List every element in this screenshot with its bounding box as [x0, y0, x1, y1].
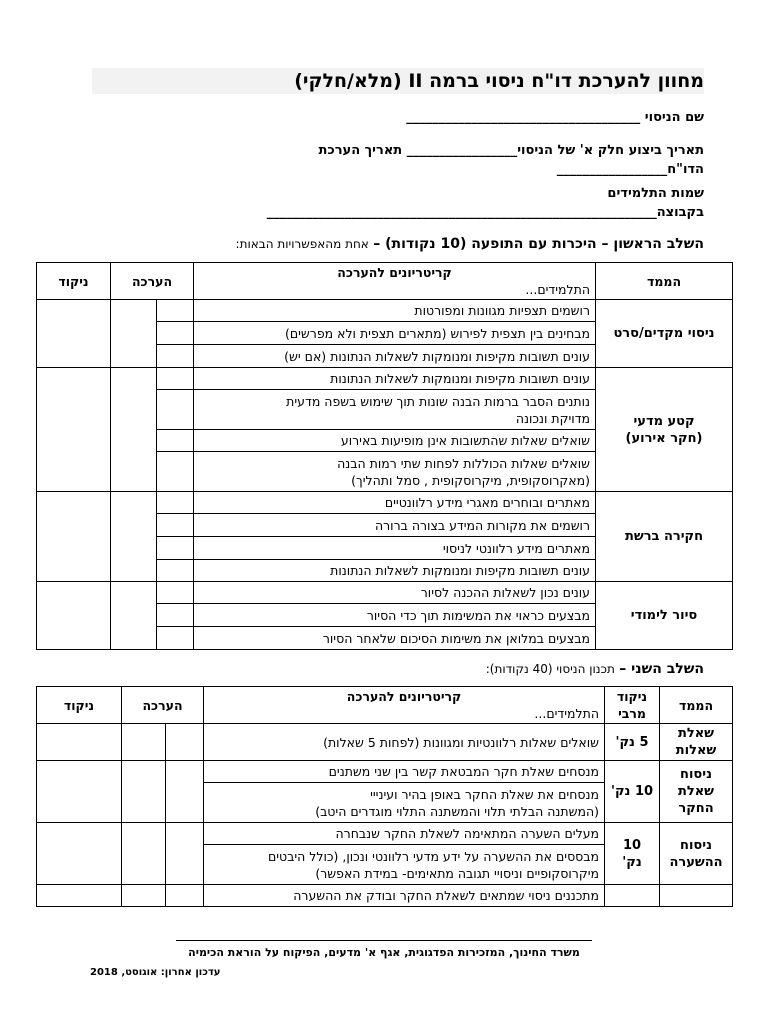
criterion-cell: מבצעים במלואן את משימות הסיכום שלאחר הסיור — [194, 627, 596, 650]
table-row — [37, 492, 733, 514]
assessment-cell[interactable] — [157, 322, 194, 345]
header-max-score: ניקוד מרבי — [605, 687, 660, 724]
table-row — [37, 724, 733, 761]
assessment-cell[interactable] — [157, 537, 194, 560]
footer-updated: עדכון אחרון: אוגוסט, 2018 — [90, 967, 221, 978]
score-cell[interactable] — [37, 761, 122, 823]
criterion-cell: רושמים תצפיות מגוונות ומפורטות — [194, 300, 596, 322]
score-cell[interactable] — [37, 492, 111, 582]
dimension-cell: סיור לימודי — [596, 582, 733, 650]
assessment-cell[interactable] — [122, 761, 166, 823]
assessment-cell[interactable] — [157, 300, 194, 322]
max-score-cell — [605, 885, 660, 907]
assessment-cell[interactable] — [157, 452, 194, 492]
dimension-cell: חקירה ברשת — [596, 492, 733, 582]
score-cell[interactable] — [37, 368, 111, 492]
score-cell[interactable] — [37, 582, 111, 650]
score-cell[interactable] — [37, 300, 111, 368]
assessment-cell[interactable] — [111, 492, 157, 582]
header-criteria-label: קריטריונים להערכה — [337, 265, 452, 280]
header-assessment: הערכה — [122, 687, 204, 724]
dimension-cell: ניסוח ההשערה — [660, 823, 733, 885]
dates-field-line2: הדו"ח_________________ — [556, 162, 704, 177]
footer-divider — [176, 940, 592, 941]
score-cell[interactable] — [37, 724, 122, 761]
criterion-cell: מאתרים ובוחרים מאגרי מידע רלוונטיים — [194, 492, 596, 514]
assessment-cell[interactable] — [122, 885, 166, 907]
criterion-cell: עונים נכון לשאלות ההכנה לסיור — [194, 582, 596, 604]
criterion-cell: עונים תשובות מקיפות ומנומקות לשאלות הנתונות (אם יש) — [194, 345, 596, 368]
table-row — [37, 823, 733, 845]
stage2-table — [36, 686, 733, 907]
stage2-heading — [486, 661, 704, 677]
dimension-cell — [660, 885, 733, 907]
assessment-cell[interactable] — [157, 390, 194, 430]
assessment-cell[interactable] — [122, 724, 166, 761]
experiment-name-field: שם הניסוי ____________________________________ — [406, 110, 704, 125]
table-row — [37, 885, 733, 907]
assessment-cell[interactable] — [166, 761, 204, 823]
assessment-cell[interactable] — [157, 345, 194, 368]
assessment-cell[interactable] — [111, 582, 157, 650]
stage2-title: השלב השני – — [619, 661, 704, 677]
assessment-cell[interactable] — [157, 560, 194, 582]
dates-field-line1: תאריך ביצוע חלק א' של הניסוי_________________ תאריך הערכת — [318, 143, 704, 158]
page-title: מחוון להערכת דו"ח ניסוי ברמה II (מלא/חלקי) — [92, 68, 704, 94]
header-criteria — [204, 687, 605, 724]
dimension-cell: קטע מדעי (חקר אירוע) — [596, 368, 733, 492]
table-row — [37, 582, 733, 604]
assessment-cell[interactable] — [157, 368, 194, 390]
criterion-cell: שואלים שאלות רלוונטיות ומגוונות (לפחות 5 שאלות) — [204, 724, 605, 761]
criterion-cell: עונים תשובות מקיפות ומנומקות לשאלות הנתונות — [194, 368, 596, 390]
criterion-cell: מבצעים כראוי את המשימות תוך כדי הסיור — [194, 604, 596, 627]
header-dimension: הממד — [596, 263, 733, 300]
score-cell[interactable] — [37, 885, 122, 907]
stage1-heading — [236, 236, 704, 252]
header-criteria-sub: התלמידים... — [534, 706, 600, 721]
header-criteria — [194, 263, 596, 300]
header-criteria-label: קריטריונים להערכה — [346, 689, 462, 704]
table-row — [37, 761, 733, 783]
max-score-cell: 5 נק' — [605, 724, 660, 761]
criterion-cell: מנסחים את שאלת החקר באופן בהיר ועינייי (המשתנה הבלתי תלוי והמשתנה התלוי מוגדרים היטב) — [204, 783, 605, 823]
header-dimension: הממד — [660, 687, 733, 724]
stage1-title: השלב הראשון – היכרות עם התופעה (10 נקודות) – — [373, 236, 704, 252]
criterion-cell: שואלים שאלות הכוללות לפחות שתי רמות הבנה (מאקרוסקופית, מיקרוסקופית , סמל ותהליך) — [194, 452, 596, 492]
criterion-cell: רושמים את מקורות המידע בצורה ברורה — [194, 514, 596, 537]
assessment-cell[interactable] — [157, 430, 194, 452]
assessment-cell[interactable] — [122, 823, 166, 885]
criterion-cell: מבססים את ההשערה על ידע מדעי רלוונטי ונכון, (כולל היבטים מיקרוסקופיים וניסויי תגובה מתאימים- במידת האפשר) — [204, 845, 605, 885]
footer-ministry: משרד החינוך, המזכירות הפדגוגית, אגף א' מדעים, הפיקוח על הוראת הכימיה — [188, 946, 580, 959]
criterion-cell: מתכננים ניסוי שמתאים לשאלת החקר ובודק את ההשערה — [204, 885, 605, 907]
max-score-cell: 10 נק' — [605, 761, 660, 823]
header-score: ניקוד — [37, 263, 111, 300]
dimension-cell: שאלת שאלות — [660, 724, 733, 761]
students-field-line1: שמות התלמידים — [607, 186, 704, 201]
table-row — [37, 368, 733, 390]
dimension-cell: ניסוח שאלת החקר — [660, 761, 733, 823]
assessment-cell[interactable] — [166, 823, 204, 885]
assessment-cell[interactable] — [157, 514, 194, 537]
stage1-note: אחת מהאפשרויות הבאות: — [235, 237, 369, 251]
assessment-cell[interactable] — [166, 724, 204, 761]
assessment-cell[interactable] — [157, 627, 194, 650]
criterion-cell: עונים תשובות מקיפות ומנומקות לשאלות הנתונות — [194, 560, 596, 582]
criterion-cell: שואלים שאלות שהתשובות אינן מופיעות באירוע — [194, 430, 596, 452]
criterion-cell: מעלים השערה המתאימה לשאלת החקר שנבחרה — [204, 823, 605, 845]
table-row — [37, 300, 733, 322]
max-score-cell: 10 נק' — [605, 823, 660, 885]
stage1-table — [36, 262, 733, 650]
criterion-cell: מנסחים שאלת חקר המבטאת קשר בין שני משתנים — [204, 761, 605, 783]
assessment-cell[interactable] — [166, 885, 204, 907]
dimension-cell: ניסוי מקדים/סרט — [596, 300, 733, 368]
score-cell[interactable] — [37, 823, 122, 885]
criterion-cell: נותנים הסבר ברמות הבנה שונות תוך שימוש בשפה מדעית מדויקת ונכונה — [194, 390, 596, 430]
assessment-cell[interactable] — [111, 300, 157, 368]
criterion-cell: מבחינים בין תצפית לפירוש (מתארים תצפית ולא מפרשים) — [194, 322, 596, 345]
header-score: ניקוד — [37, 687, 122, 724]
assessment-cell[interactable] — [157, 492, 194, 514]
header-assessment: הערכה — [111, 263, 194, 300]
students-field-line2: בקבוצה____________________________________________________________ — [266, 205, 704, 220]
criterion-cell: מאתרים מידע רלוונטי לניסוי — [194, 537, 596, 560]
header-criteria-sub: התלמידים... — [525, 282, 591, 297]
stage2-note: תכנון הניסוי (40 נקודות): — [485, 662, 615, 676]
assessment-cell[interactable] — [157, 582, 194, 604]
assessment-cell[interactable] — [157, 604, 194, 627]
assessment-cell[interactable] — [111, 368, 157, 492]
